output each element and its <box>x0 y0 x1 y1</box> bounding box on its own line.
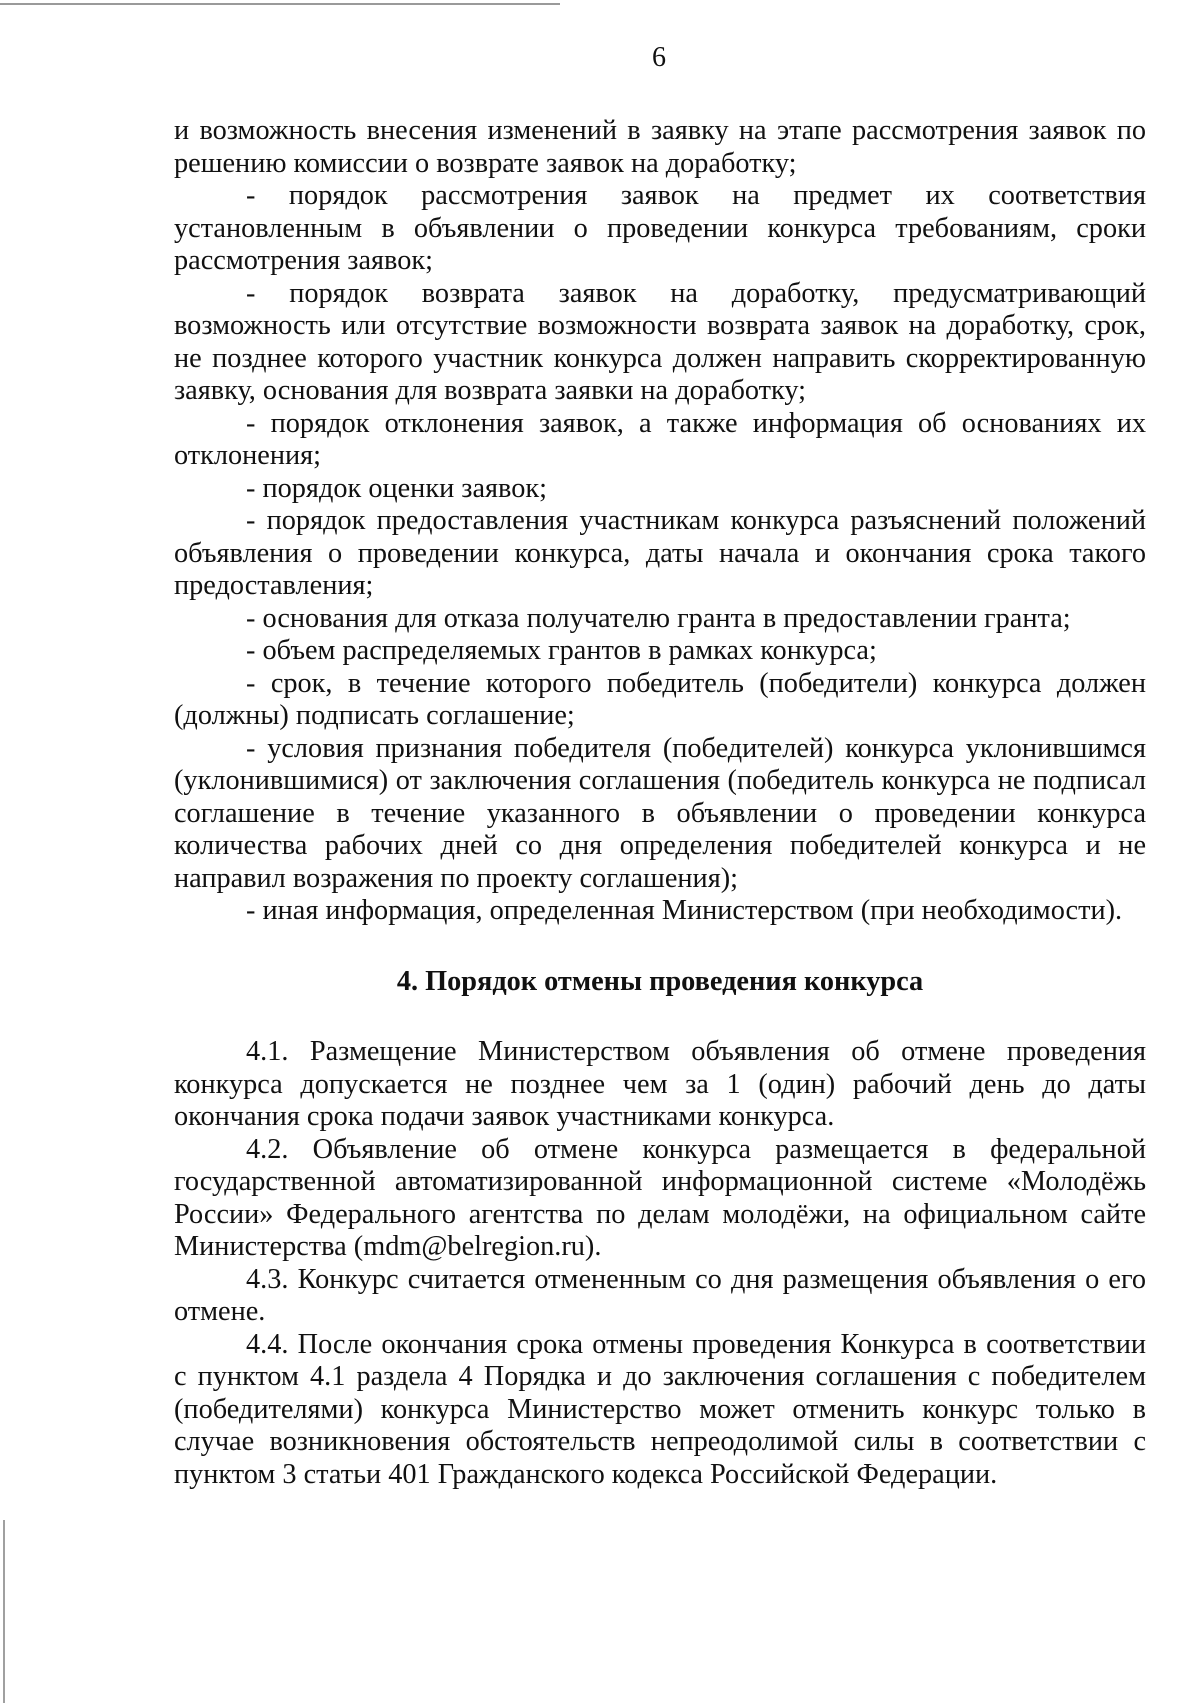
scan-edge-line-top <box>0 3 560 5</box>
list-item: - порядок оценки заявок; <box>246 472 547 504</box>
section-paragraph: 4.1. Размещение Министерством объявления об отмене проведения конкурса допускается не позднее чем за 1 (один) рабочий день до даты окончания срока подачи заявок участниками конкурса. <box>174 1036 1146 1132</box>
list-item: - объем распределяемых грантов в рамках конкурса; <box>246 635 877 666</box>
paragraph-continuation: и возможность внесения изменений в заявку на этапе рассмотрения заявок по решению комиссии о возврате заявок на доработку; <box>174 115 1146 179</box>
scan-edge-line-left <box>3 1520 5 1703</box>
list-item: - иная информация, определенная Министерством (при необходимости). <box>246 895 1123 926</box>
section-paragraph: 4.2. Объявление об отмене конкурса размещается в федеральной государственной автоматизированной информационной системе «Молодёжь России» Федерального агентства по делам молодёжи, на официальном сайте Министерства (mdm@belregion.ru). <box>174 1133 1146 1262</box>
section-heading: 4. Порядок отмены проведения конкурса <box>396 965 924 997</box>
document-body <box>174 115 1146 1491</box>
page-number: 6 <box>652 42 666 73</box>
list-item: - основания для отказа получателю гранта в предоставлении гранта; <box>246 602 1071 634</box>
list-item: - порядок отклонения заявок, а также информация об основаниях их отклонения; <box>174 407 1146 471</box>
section-paragraph: 4.3. Конкурс считается отмененным со дня размещения объявления о его отмене. <box>174 1263 1146 1327</box>
list-item: - срок, в течение которого победитель (победители) конкурса должен (должны) подписать соглашение; <box>174 667 1146 731</box>
section-paragraph: 4.4. После окончания срока отмены проведения Конкурса в соответствии с пунктом 4.1 раздела 4 Порядка и до заключения соглашения с победителем (победителями) конкурса Министерство может отменить конкурс только в случае возникновения обстоятельств непреодолимой силы в соответствии с пунктом 3 статьи 401 Гражданского кодекса Российской Федерации. <box>174 1328 1146 1490</box>
list-item: - порядок предоставления участникам конкурса разъяснений положений объявления о проведении конкурса, даты начала и окончания срока такого предоставления; <box>174 505 1146 601</box>
list-item: - порядок возврата заявок на доработку, предусматривающий возможность или отсутствие возможности возврата заявок на доработку, срок, не позднее которого участник конкурса должен направить скорректированную заявку, основания для возврата заявки на доработку; <box>174 277 1146 406</box>
list-item: - условия признания победителя (победителей) конкурса уклонившимся (уклонившимися) от заключения соглашения (победитель конкурса не подписал соглашение в течение указанного в объявлении о проведении конкурса количества рабочих дней со дня определения победителей конкурса и не направил возражения по проекту соглашения); <box>174 732 1146 894</box>
list-item: - порядок рассмотрения заявок на предмет их соответствия установленным в объявлении о проведении конкурса требованиям, сроки рассмотрения заявок; <box>174 180 1146 276</box>
